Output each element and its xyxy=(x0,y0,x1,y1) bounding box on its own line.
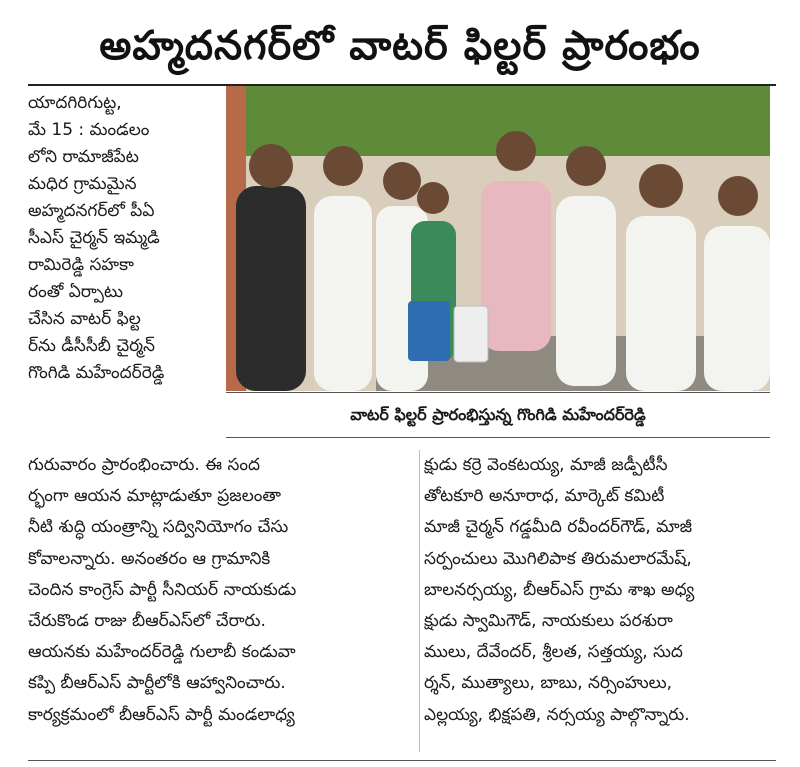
article-text-line: ర్‌ను డీసీసీబీ చైర్మన్ xyxy=(28,336,155,356)
article-text-line: మాజీ చైర్మన్ గడ్డమీది రవీందర్‌గౌడ్, మాజీ xyxy=(424,517,692,538)
article-text-line: చేసిన వాటర్ ఫిల్ట xyxy=(28,309,141,329)
column-divider xyxy=(419,450,420,752)
article-text-line: గురువారం ప్రారంభించారు. ఈ సంద xyxy=(28,455,261,475)
left-column xyxy=(28,90,216,450)
article-text-line: ములు, దేవేందర్, శ్రీలత, సత్తయ్య, సుద xyxy=(424,642,683,663)
article-text-line: రామిరెడ్డి సహకా xyxy=(28,255,134,275)
article-text-line: చేరుకొండ రాజు బీఆర్ఎస్‌లో చేరారు. xyxy=(28,611,266,632)
photo-water-can-blue xyxy=(408,301,450,361)
article-text-line: కార్యక్రమంలో బీఆర్ఎస్ పార్టీ మండలాధ్య xyxy=(28,704,295,725)
article-text-line: ర్శన్, ముత్యాలు, బాబు, నర్సింహులు, xyxy=(424,673,672,694)
article-text-line: లోని రామాజీపేట xyxy=(28,147,139,167)
article-text-line: కోవాలన్నారు. అనంతరం ఆ గ్రామానికి xyxy=(28,548,271,569)
article-text-line: సర్పంచులు మొగిలిపాక తిరుమలారమేష్, xyxy=(424,548,692,569)
photo-water-can-white xyxy=(454,306,488,362)
bottom-rule xyxy=(28,760,776,761)
article-text-line: ఆయనకు మహేందర్‌రెడ్డి గులాబీ కండువా xyxy=(28,642,296,663)
article-text-line: చెందిన కాంగ్రెస్ పార్టీ సీనియర్ నాయకుడు xyxy=(28,579,297,600)
article-text-line: సీఎస్ చైర్మన్ ఇమ్మడి xyxy=(28,228,160,248)
article-text-line: క్షుడు స్వామిగౌడ్, నాయకులు పరశురా xyxy=(424,611,673,632)
article-text-line: బాలనర్సయ్య, బీఆర్ఎస్ గ్రామ శాఖ అధ్య xyxy=(424,579,695,600)
article-text-line: అహ్మదనగర్‌లో పీఏ xyxy=(28,201,155,221)
news-photo xyxy=(226,86,770,391)
bottom-right-column xyxy=(424,450,774,731)
article-text-line: రంతో ఏర్పాటు xyxy=(28,282,123,302)
article-text-line: మే 15 : మండలం xyxy=(28,120,150,140)
photo-illustration xyxy=(226,86,770,391)
article-text-line: ఎల్లయ్య, భిక్షపతి, నర్సయ్య పాల్గొన్నారు. xyxy=(424,704,690,725)
bottom-left-column xyxy=(28,450,418,731)
article-text-line: ర్భంగా ఆయన మాట్లాడుతూ ప్రజలంతా xyxy=(28,486,281,507)
article-text-line: క్షుడు కర్రె వెంకటయ్య, మాజీ జడ్పీటీసీ xyxy=(424,455,668,475)
photo-caption: వాటర్ ఫిల్టర్ ప్రారంభిస్తున్న గొంగిడి మహేందర్‌రెడ్డి xyxy=(226,392,770,438)
article-text-line: గొంగిడి మహేందర్‌రెడ్డి xyxy=(28,363,165,383)
article-text-line: మధిర గ్రామమైన xyxy=(28,174,137,194)
headline: అహ్మదనగర్‌లో వాటర్ ఫిల్టర్ ప్రారంభం xyxy=(99,23,701,69)
article-text-line: కప్పి బీఆర్ఎస్ పార్టీలోకి ఆహ్వానించారు. xyxy=(28,673,286,694)
article-text-line: తోటకూరి అనూరాధ, మార్కెట్ కమిటీ xyxy=(424,486,665,507)
article-text-line: నీటి శుద్ధి యంత్రాన్ని సద్వినియోగం చేసు xyxy=(28,517,289,538)
article-text-line: యాదగిరిగుట్ట, xyxy=(28,93,122,113)
